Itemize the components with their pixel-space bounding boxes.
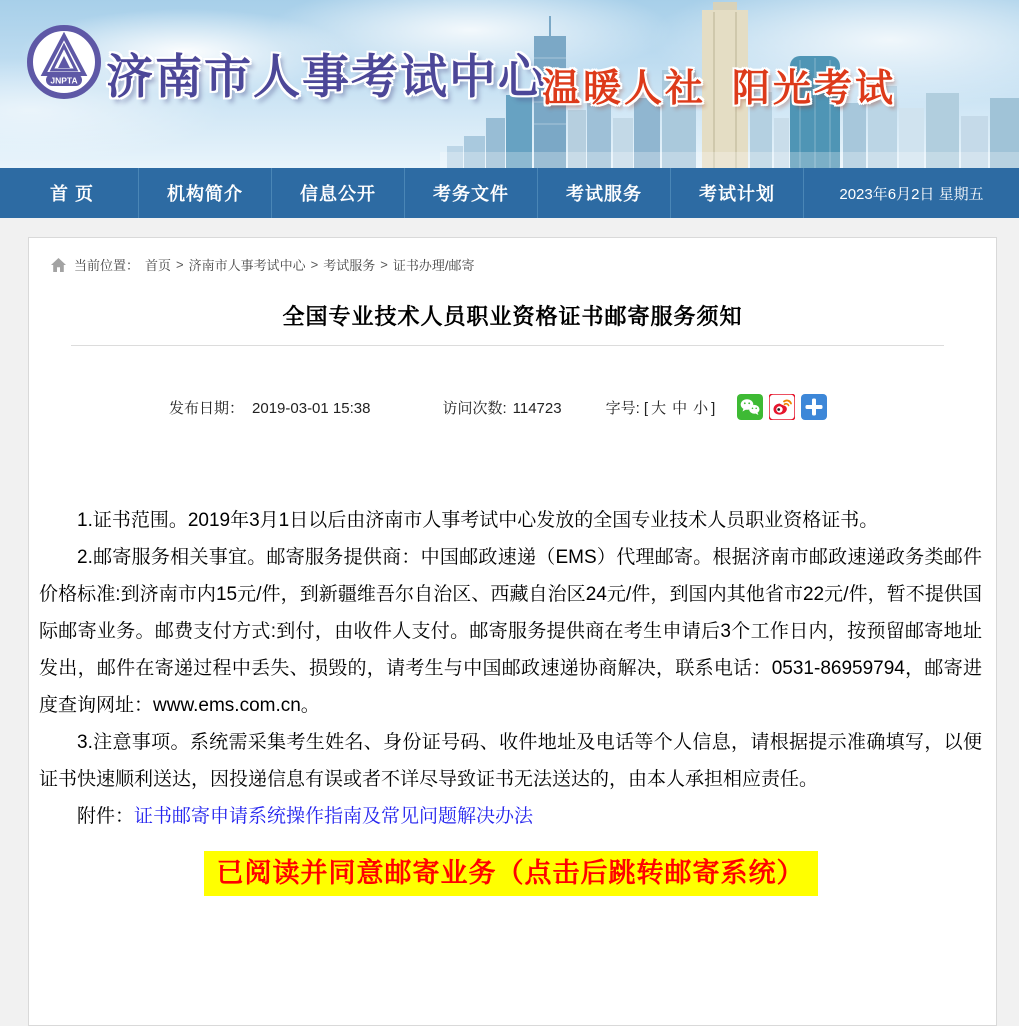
paragraph-service: 2.邮寄服务相关事宜。邮寄服务提供商：中国邮政速递（EMS）代理邮寄。根据济南市邮政速递政务类邮件价格标准:到济南市内15元/件，到新疆维吾尔自治区、西藏自治区24元/件，到国内其他省市22元/件，暂不提供国际邮寄业务。邮费支付方式:到付，由收件人支付。邮寄服务提供商在考生申请后3个工作日内，按预留邮寄地址发出，邮件在寄递过程中丢失、损毁的，请考生与中国邮政速递协商解决，联系电话：0531-86959794，邮寄进度查询网址：www.ems.com.cn。: [39, 547, 982, 716]
site-slogan: [542, 57, 896, 112]
visit-count-label: 访问次数:: [442, 399, 507, 417]
font-size-small[interactable]: 小: [693, 399, 709, 417]
breadcrumb-separator: >: [176, 257, 184, 272]
title-divider: [71, 345, 944, 346]
publish-date-value: 2019-03-01 15:38: [252, 399, 371, 417]
weibo-icon[interactable]: [769, 394, 795, 420]
content-wrap: [0, 218, 1019, 1026]
share-plus-icon[interactable]: [801, 394, 827, 420]
breadcrumb-services[interactable]: 考试服务: [323, 258, 376, 273]
attachment-row: [39, 798, 982, 835]
nav-date: 2023年6月2日 星期五: [839, 185, 984, 203]
nav-item-schedule[interactable]: 考试计划: [671, 168, 804, 218]
slogan-part-1: 温暖人社: [542, 68, 707, 110]
paragraph-scope: 1.证书范围。2019年3月1日以后由济南市人事考试中心发放的全国专业技术人员职业资格证书。: [77, 510, 879, 531]
attachment-label: 附件：: [77, 806, 135, 827]
publish-date: [169, 397, 370, 418]
visit-count-value: 114723: [512, 399, 562, 417]
logo-acronym: JNPTA: [50, 75, 78, 86]
breadcrumb-separator: >: [380, 257, 388, 272]
agree-and-continue-button[interactable]: 已阅读并同意邮寄业务（点击后跳转邮寄系统）: [204, 851, 818, 896]
breadcrumb-center[interactable]: 济南市人事考试中心: [188, 258, 306, 273]
agree-row: [39, 851, 982, 896]
slogan-part-2: 阳光考试: [732, 68, 897, 110]
font-size-large[interactable]: 大: [651, 399, 667, 417]
paragraph-notes: 3.注意事项。系统需采集考生姓名、身份证号码、收件地址及电话等个人信息，请根据提示准确填写，以便证书快速顺利送达，因投递信息有误或者不详尽导致证书无法送达的，由本人承担相应责任。: [39, 732, 982, 790]
site-title: 济南市人事考试中心: [106, 50, 547, 103]
home-icon: [51, 258, 66, 272]
site-header: [0, 0, 1019, 168]
font-size-label-close: ]: [711, 399, 716, 417]
nav-item-services[interactable]: 考试服务: [538, 168, 671, 218]
nav-item-home[interactable]: 首 页: [6, 168, 139, 218]
content-box: [28, 237, 997, 1026]
breadcrumb-home[interactable]: 首页: [145, 258, 172, 273]
font-size-medium[interactable]: 中: [672, 399, 688, 417]
main-nav: [0, 168, 1019, 218]
visit-count: [442, 397, 561, 418]
breadcrumb-separator: >: [310, 257, 319, 272]
jnpta-logo: [26, 24, 102, 100]
publish-date-label: 发布日期：: [169, 399, 245, 417]
breadcrumb-prefix: 当前位置：: [74, 258, 140, 273]
article-title: 全国专业技术人员职业资格证书邮寄服务须知: [282, 304, 743, 329]
nav-item-info[interactable]: 信息公开: [272, 168, 405, 218]
nav-item-about[interactable]: 机构简介: [139, 168, 272, 218]
share-icons: [737, 394, 827, 420]
font-size-label: 字号: [: [605, 399, 649, 417]
breadcrumb-current[interactable]: 证书办理/邮寄: [392, 258, 475, 273]
attachment-link[interactable]: 证书邮寄申请系统操作指南及常见问题解决办法: [134, 806, 534, 827]
article-body: [39, 502, 982, 896]
wechat-icon[interactable]: [737, 394, 763, 420]
nav-item-documents[interactable]: 考务文件: [405, 168, 538, 218]
article-meta: [29, 394, 996, 420]
breadcrumb: [29, 238, 996, 274]
font-size-control: [606, 397, 716, 418]
